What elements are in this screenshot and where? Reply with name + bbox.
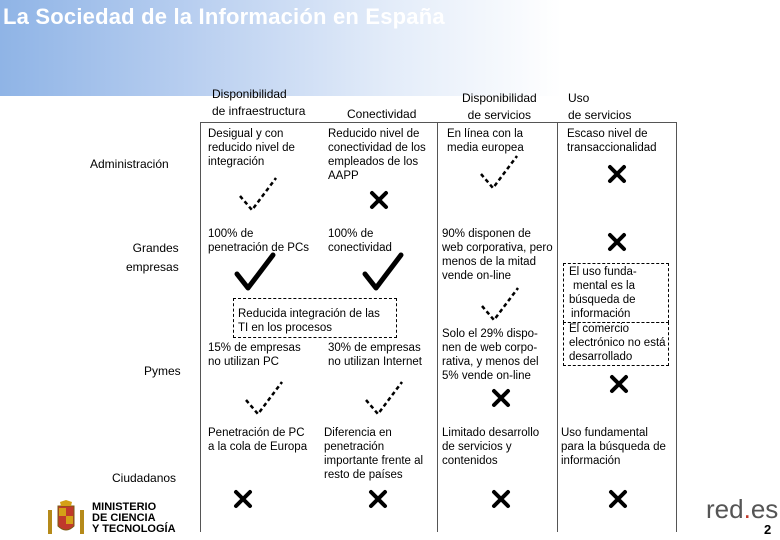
header-uso-line2: de servicios <box>568 108 632 122</box>
check-icon <box>234 252 276 292</box>
cell-line: 30% de empresas <box>328 342 421 354</box>
header-disp-line1: Disponibilidad <box>462 91 537 105</box>
page-number: 2 <box>764 522 772 537</box>
cell-line: búsqueda de <box>569 294 636 306</box>
row-label-ciudadanos: Ciudadanos <box>112 471 177 485</box>
cell-grandes-conect <box>328 227 392 255</box>
cell-line: nen de web corpo- <box>442 342 538 354</box>
ministry-name <box>92 502 176 535</box>
cell-ciud-uso <box>561 426 666 468</box>
cell-line: transaccionalidad <box>567 142 657 154</box>
cell-line: 15% de empresas <box>208 342 301 354</box>
slide-title: La Sociedad de la Información en España <box>3 4 445 29</box>
cell-pymes-conect <box>328 341 422 369</box>
cell-line: Desigual y con <box>208 128 284 140</box>
cell-line: AAPP <box>328 170 359 182</box>
header-conectividad: Conectividad <box>347 107 417 121</box>
cell-pymes-disp <box>442 327 539 383</box>
cell-admin-infra <box>208 127 295 169</box>
cell-ciud-disp <box>442 426 539 468</box>
ministry-line: MINISTERIO <box>92 501 157 513</box>
cell-line: media europea <box>447 142 524 154</box>
cell-line: vende on-line <box>442 270 512 282</box>
cell-line: no utilizan Internet <box>328 356 422 368</box>
cell-line: integración <box>208 156 265 168</box>
cross-icon <box>607 232 627 252</box>
cell-line: reducido nivel de <box>208 142 295 154</box>
header-infra <box>212 86 305 120</box>
column-divider-4 <box>676 122 677 532</box>
cross-icon <box>491 388 511 408</box>
cell-line: resto de países <box>324 469 403 481</box>
header-infra-line1: Disponibilidad <box>212 87 287 101</box>
cell-line: penetración de PCs <box>208 242 310 254</box>
cell-line: Solo el 29% dispo- <box>442 328 538 340</box>
uso-note-2 <box>569 322 666 364</box>
cell-line: importante frente al <box>324 455 424 467</box>
header-divider <box>200 122 676 123</box>
cell-ciud-conect <box>324 426 423 482</box>
cell-line: menos de la mitad <box>442 256 536 268</box>
row-label-administracion: Administración <box>90 157 169 171</box>
cell-line: a la cola de Europa <box>208 441 308 453</box>
cell-admin-uso <box>567 127 657 155</box>
logo-dot: . <box>743 494 751 524</box>
logo-text-es: es <box>750 494 779 524</box>
cross-icon <box>491 489 511 509</box>
cell-pymes-infra <box>208 341 301 369</box>
cell-line: Escaso nivel de <box>567 128 648 140</box>
header-uso-line1: Uso <box>568 91 590 105</box>
cell-line: Reducido nivel de <box>328 128 420 140</box>
row-label-grandes-line1: Grandes <box>132 241 179 255</box>
ministry-line: Y TECNOLOGÍA <box>92 523 176 535</box>
column-divider-2 <box>437 122 438 532</box>
cell-line: penetración <box>324 441 385 453</box>
header-uso-servicios <box>568 90 631 124</box>
column-divider-3 <box>557 122 558 532</box>
cell-line: contenidos <box>442 455 498 467</box>
cell-line: mental es la <box>573 280 636 292</box>
cell-line: TI en los procesos <box>238 322 332 334</box>
cell-line: información <box>561 455 621 467</box>
cell-line: información <box>571 308 631 320</box>
row-label-pymes: Pymes <box>144 364 181 378</box>
cross-icon <box>608 489 628 509</box>
cross-icon <box>233 489 253 509</box>
cell-line: para la búsqueda de <box>561 441 666 453</box>
cell-line: Uso fundamental <box>561 427 648 439</box>
partial-check-icon <box>477 150 521 194</box>
cell-line: conectividad de los <box>328 142 426 154</box>
cell-ciud-infra <box>208 426 307 454</box>
cell-grandes-disp <box>442 227 553 283</box>
cross-icon <box>369 190 389 210</box>
header-disp-line2: de servicios <box>467 108 532 122</box>
cell-line: no utilizan PC <box>208 356 279 368</box>
header-disp-servicios <box>462 90 537 124</box>
cell-line: rativa, y menos del <box>442 356 539 368</box>
cell-line: El uso funda- <box>569 266 637 278</box>
dashed-note <box>238 307 380 335</box>
cell-line: 5% vende on-line <box>442 370 531 382</box>
cell-line: 90% disponen de <box>442 228 531 240</box>
partial-check-icon <box>236 172 280 216</box>
cross-icon <box>607 164 627 184</box>
cell-line: 100% de <box>208 228 254 240</box>
row-label-grandes-empresas <box>126 241 179 274</box>
partial-check-icon <box>478 282 522 326</box>
cross-icon <box>609 374 629 394</box>
cell-line: Penetración de PC <box>208 427 305 439</box>
cell-line: En línea con la <box>447 128 524 140</box>
ministry-line: DE CIENCIA <box>92 512 156 524</box>
cell-line: 100% de <box>328 228 374 240</box>
row-label-grandes-line2: empresas <box>126 260 179 274</box>
partial-check-icon <box>362 376 406 420</box>
cell-line: de servicios y <box>442 441 512 453</box>
cell-line: conectividad <box>328 242 392 254</box>
logo-text-red: red <box>706 494 744 524</box>
cell-line: Reducida integración de las <box>238 308 380 320</box>
uso-note-1 <box>569 265 637 321</box>
red-es-logo <box>706 494 778 525</box>
cell-line: desarrollado <box>569 351 633 363</box>
header-infra-line2: de infraestructura <box>212 104 306 118</box>
cell-line: El comercio <box>569 323 630 335</box>
cell-line: electrónico no está <box>569 337 666 349</box>
cell-line: Limitado desarrollo <box>442 427 540 439</box>
cell-admin-conect <box>328 127 426 183</box>
cell-line: web corporativa, pero <box>442 242 553 254</box>
coat-of-arms-icon <box>46 500 86 538</box>
cell-line: Diferencia en <box>324 427 392 439</box>
cell-line: empleados de los <box>328 156 419 168</box>
cross-icon <box>368 489 388 509</box>
column-divider-1 <box>200 122 201 532</box>
check-icon <box>362 252 404 292</box>
partial-check-icon <box>242 376 286 420</box>
cell-grandes-infra <box>208 227 309 255</box>
